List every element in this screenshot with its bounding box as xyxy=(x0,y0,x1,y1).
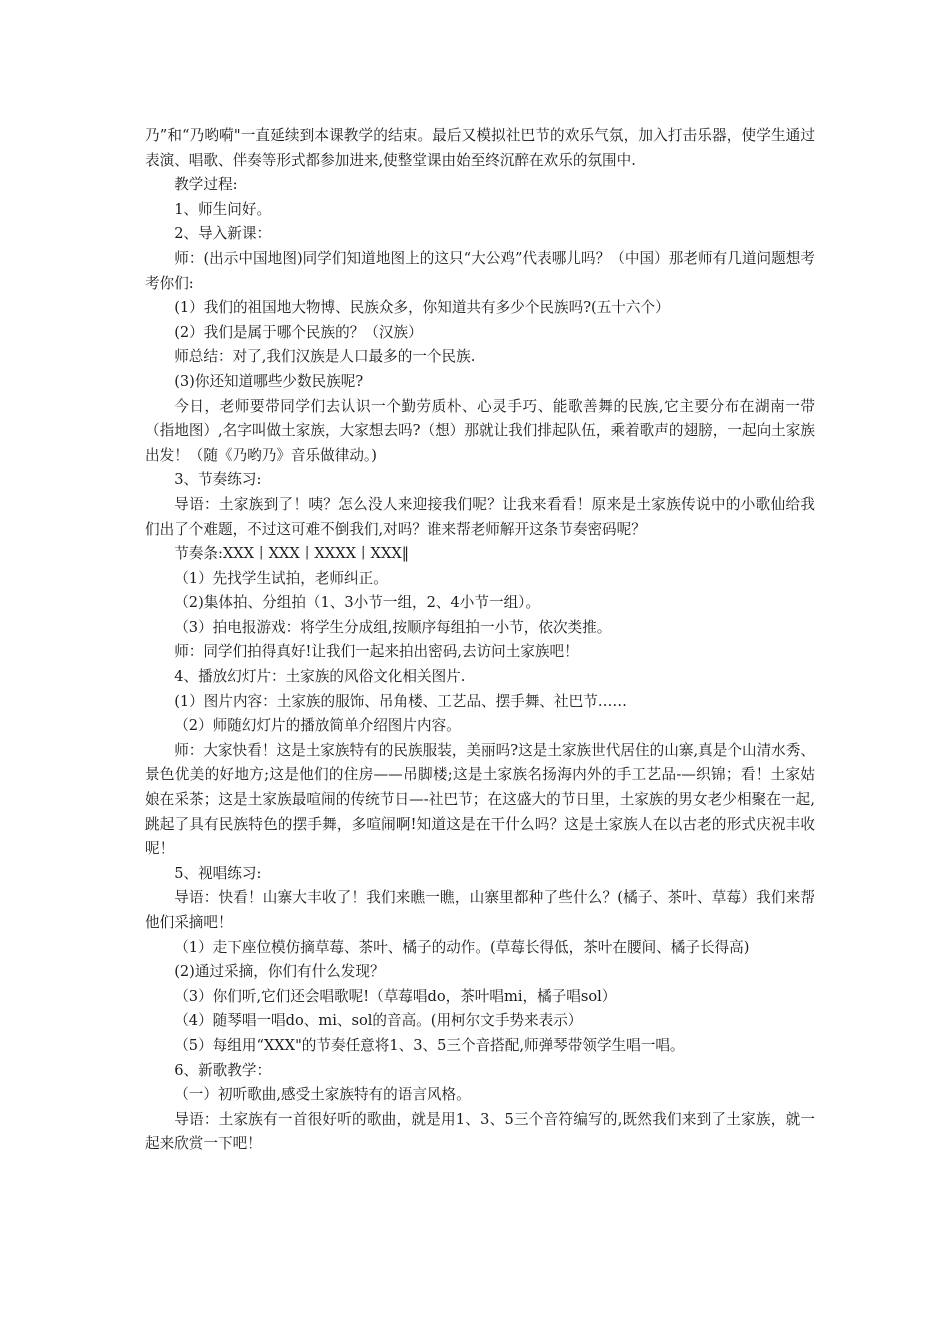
paragraph-15: （2)集体拍、分组拍（1、3小节一组，2、4小节一组）。 xyxy=(174,594,541,612)
paragraph-10: 今日，老师要带同学们去认识一个勤劳质朴、心灵手巧、能歌善舞的民族,它主要分布在湖南一带（指地图）,名字叫做土家族，大家想去吗?（想）那就让我们排起队伍，乘着歌声的翅膀，一起向土家族出发！（随《乃哟乃》音乐做律动。) xyxy=(145,397,815,464)
paragraph-9: (3)你还知道哪些少数民族呢? xyxy=(174,372,364,390)
paragraph-25: (2)通过采摘，你们有什么发现？ xyxy=(174,963,385,981)
paragraph-28: （5）每组用“XXX"的节奏任意将1、3、5三个音搭配,师弹琴带领学生唱一唱。 xyxy=(174,1036,685,1054)
paragraph-14: （1）先找学生试拍，老师纠正。 xyxy=(174,569,388,587)
paragraph-7: (2）我们是属于哪个民族的？（汉族） xyxy=(174,323,423,341)
paragraph-29: 6、新歌教学： xyxy=(174,1061,272,1079)
paragraph-22: 5、视唱练习: xyxy=(174,864,262,882)
paragraph-31: 导语：土家族有一首很好听的歌曲，就是用1、3、5三个音符编写的,既然我们来到了土家族，就一起来欣赏一下吧！ xyxy=(145,1110,815,1153)
paragraph-1: 乃”和“乃哟嗬"一直延续到本课教学的结束。最后又模拟社巴节的欢乐气氛，加入打击乐器，使学生通过表演、唱歌、伴奏等形式都参加进来,使整堂课由始至终沉醉在欢乐的氛围中. xyxy=(145,127,815,169)
paragraph-6: (1）我们的祖国地大物博、民族众多，你知道共有多少个民族吗?(五十六个） xyxy=(174,299,670,317)
paragraph-21: 师：大家快看！这是土家族特有的民族服装，美丽吗?这是土家族世代居住的山寨,真是个山清水秀、景色优美的好地方;这是他们的住房——吊脚楼;这是土家族名扬海内外的手工艺品-—织锦；看！土家姑娘在采茶；这是土家族最喧闹的传统节日—-社巴节；在这盛大的节日里，土家族的男女老少相聚在一起,跳起了具有民族特色的摆手舞，多喧闹啊!知道这是在干什么吗？这是土家族人在以古老的形式庆祝丰收呢！ xyxy=(145,741,815,858)
paragraph-18: 4、播放幻灯片：土家族的风俗文化相关图片. xyxy=(174,668,466,686)
paragraph-23: 导语：快看！山寨大丰收了！我们来瞧一瞧，山寨里都种了些什么？(橘子、茶叶、草莓）我们来帮他们采摘吧！ xyxy=(145,889,815,931)
paragraph-26: （3）你们听,它们还会唱歌呢!（草莓唱do，茶叶唱mi，橘子唱sol） xyxy=(174,987,617,1005)
paragraph-16: （3）拍电报游戏：将学生分成组,按顺序每组拍一小节，依次类推。 xyxy=(174,618,612,636)
paragraph-17: 师：同学们拍得真好!让我们一起来拍出密码,去访问土家族吧！ xyxy=(174,643,579,661)
paragraph-8: 师总结：对了,我们汉族是人口最多的一个民族. xyxy=(174,348,476,366)
document-page xyxy=(145,124,815,1157)
paragraph-3: 1、师生问好。 xyxy=(174,200,272,218)
paragraph-24: （1）走下座位模仿摘草莓、茶叶、橘子的动作。(草莓长得低，茶叶在腰间、橘子长得高) xyxy=(174,938,750,956)
paragraph-27: （4）随琴唱一唱do、mi、sol的音高。(用柯尔文手势来表示） xyxy=(174,1012,583,1030)
paragraph-20: （2）师随幻灯片的播放简单介绍图片内容。 xyxy=(174,717,461,735)
paragraph-4: 2、导入新课： xyxy=(174,225,272,243)
paragraph-5: 师：(出示中国地图)同学们知道地图上的这只“大公鸡”代表哪儿吗？（中国）那老师有几道问题想考考你们: xyxy=(145,249,815,292)
paragraph-30: （一）初听歌曲,感受土家族特有的语言风格。 xyxy=(174,1086,471,1104)
paragraph-13: 节奏条:XXX丨XXX丨XXXX丨XXX‖ xyxy=(174,545,410,563)
paragraph-19: (1）图片内容：土家族的服饰、吊角楼、工艺品、摆手舞、社巴节…… xyxy=(174,692,627,710)
paragraph-12: 导语：土家族到了！咦？怎么没人来迎接我们呢？让我来看看！原来是土家族传说中的小歌仙给我们出了个难题，不过这可难不倒我们,对吗？谁来帮老师解开这条节奏密码呢？ xyxy=(145,495,815,538)
paragraph-2: 教学过程: xyxy=(174,176,238,194)
paragraph-11: 3、节奏练习: xyxy=(174,471,262,489)
